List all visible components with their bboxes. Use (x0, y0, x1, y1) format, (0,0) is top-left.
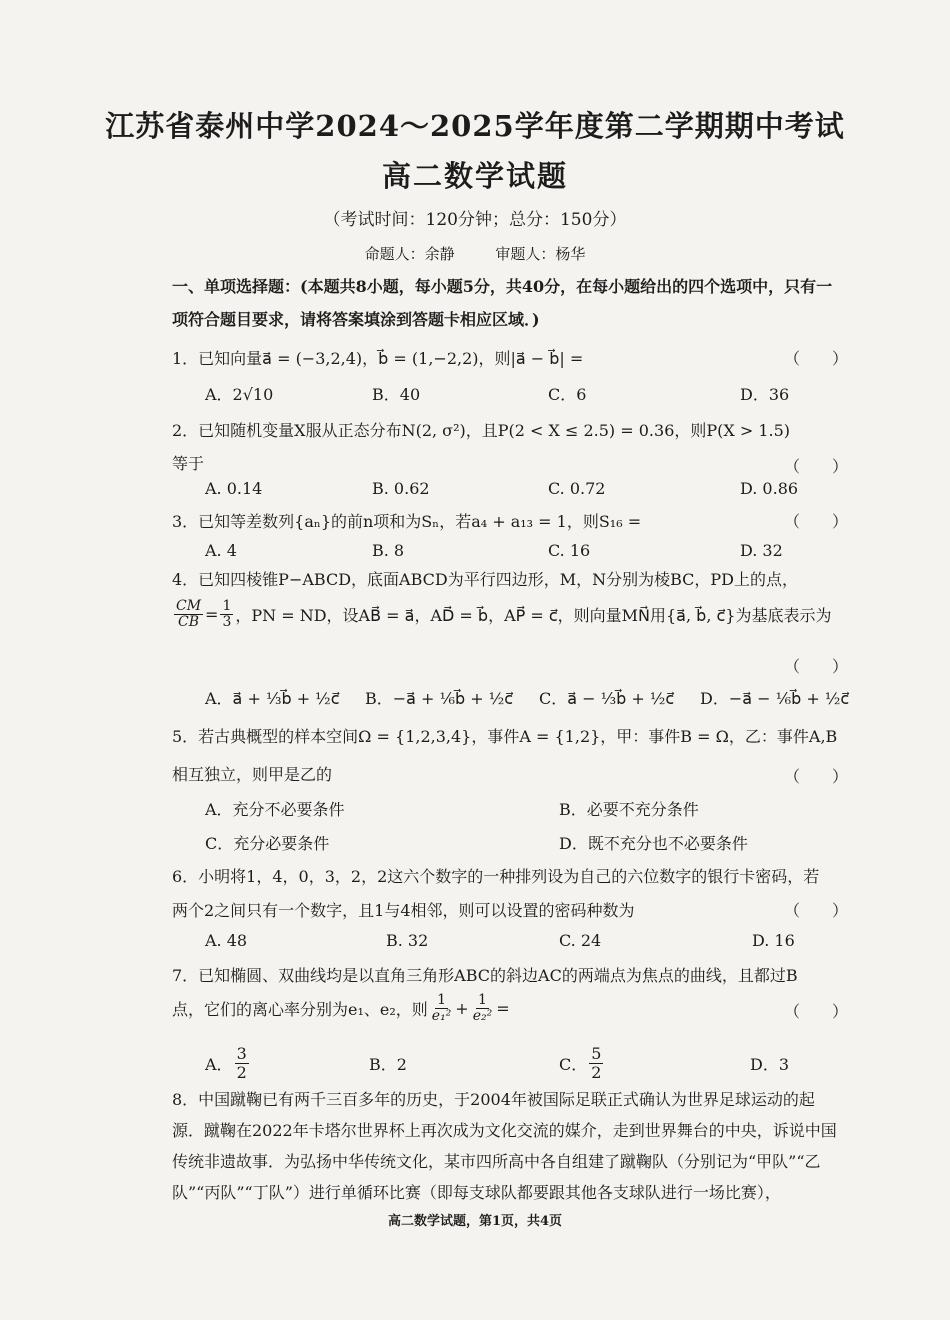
q4-option-c: C．a⃗ − ⅓b⃗ + ½c⃗ (539, 689, 675, 708)
q2-option-a: A. 0.14 (205, 479, 263, 498)
question-7-cont: 点，它们的离心率分别为e₁、e₂，则 $\frac{1}{\text{e₁²}}$ + $\frac{1}{\text{e₂²}}$ = (172, 992, 510, 1024)
question-6: 6．小明将1，4，0，3，2，2这六个数字的一种排列设为自己的六位数字的银行卡密码，若 (172, 867, 820, 886)
q6-option-a: A. 48 (205, 931, 248, 950)
q6-option-d: D. 16 (752, 931, 795, 950)
q1-option-d: D．36 (740, 385, 790, 404)
question-1: 1．已知向量a⃗ = (−3,2,4)，b⃗ = (1,−2,2)，则|a⃗ − b⃗| = (172, 349, 584, 368)
question-2: 2．已知随机变量X服从正态分布N(2, σ²)，且P(2 < X ≤ 2.5) = 0.36，则P(X > 1.5) (172, 421, 791, 440)
q2-option-c: C. 0.72 (548, 479, 606, 498)
answer-paren: （ ） (784, 901, 849, 920)
question-5: 5．若古典概型的样本空间Ω = {1,2,3,4}，事件A = {1,2}，甲：事件B = Ω，乙：事件A,B (172, 727, 838, 746)
question-5-cont: 相互独立，则甲是乙的 (172, 765, 333, 784)
q7-option-b: B．2 (369, 1055, 407, 1074)
question-6-cont: 两个2之间只有一个数字，且1与4相邻，则可以设置的密码种数为 (172, 901, 635, 920)
q4-option-a: A．a⃗ + ⅓b⃗ + ½c⃗ (205, 689, 340, 708)
question-8: 8．中国蹴鞠已有两千三百多年的历史，于2004年被国际足联正式确认为世界足球运动的起源．蹴鞠在2022年卡塔尔世界杯上再次成为文化交流的媒介，走到世界舞台的中央，诉说中国传统非遗故事．为弘扬中华传统文化，某市四所高中各自组建了蹴鞠队（分别记为“甲队”“乙队”“丙队”“丁队”）进行单循环比赛（即每支球队都要跟其他各支球队进行一场比赛）， (172, 1090, 837, 1202)
reviewer: 审题人：杨华 (495, 245, 586, 263)
q4-option-d: D．−a⃗ − ⅙b⃗ + ½c⃗ (700, 689, 850, 708)
q5-option-a: A．充分不必要条件 (205, 800, 345, 819)
q5-option-b: B．必要不充分条件 (559, 800, 699, 819)
q6-option-b: B. 32 (386, 931, 429, 950)
fraction-e1: $\frac{1}{\text{e₁²}}$ (431, 992, 452, 1024)
q3-option-d: D. 32 (740, 541, 783, 560)
exam-title: 江苏省泰州中学2024～2025学年度第二学期期中考试 (105, 109, 845, 143)
q4-option-b: B．−a⃗ + ⅙b⃗ + ½c⃗ (365, 689, 514, 708)
fraction-e2: $\frac{1}{\text{e₂²}}$ (472, 992, 493, 1024)
answer-paren: （ ） (784, 1002, 849, 1021)
page-footer: 高二数学试题，第1页，共4页 (387, 1214, 563, 1229)
question-4-cont: $\frac{CM}{CB}$ = $\frac{1}{3}$ ，PN = ND，设AB⃗ = a⃗，AD⃗ = b⃗，AP⃗ = c⃗，则向量MN⃗用{a⃗, b⃗, c⃗}为基底表示为 (176, 598, 832, 630)
answer-paren: （ ） (784, 457, 849, 476)
fraction-one-third: $\frac{1}{3}$ (222, 598, 232, 630)
q7-option-c: C． $\frac{5}{2}$ (559, 1044, 602, 1082)
question-7: 7．已知椭圆、双曲线均是以直角三角形ABC的斜边AC的两端点为焦点的曲线，且都过B (172, 966, 798, 985)
q1-option-b: B．40 (372, 385, 421, 404)
answer-paren: （ ） (784, 657, 849, 676)
q7-option-a: A． $\frac{3}{2}$ (205, 1044, 247, 1082)
q1-option-c: C．6 (548, 385, 587, 404)
answer-paren: （ ） (784, 512, 849, 531)
authors (0, 243, 950, 264)
answer-paren: （ ） (784, 349, 849, 368)
q5-option-d: D．既不充分也不必要条件 (559, 834, 748, 853)
fraction-cm-cb: $\frac{CM}{CB}$ (176, 598, 202, 630)
q6-option-c: C. 24 (559, 931, 602, 950)
answer-paren: （ ） (784, 767, 849, 786)
q3-option-a: A. 4 (205, 541, 237, 560)
author: 命题人：余静 (364, 245, 455, 263)
q7-option-d: D．3 (750, 1055, 790, 1074)
q5-option-c: C．充分必要条件 (205, 834, 330, 853)
q3-option-c: C. 16 (548, 541, 591, 560)
exam-subject-title: 高二数学试题 (381, 159, 568, 193)
q3-option-b: B. 8 (372, 541, 405, 560)
question-3: 3．已知等差数列{aₙ}的前n项和为Sₙ，若a₄ + a₁₃ = 1，则S₁₆ = (172, 512, 642, 531)
q2-option-b: B. 0.62 (372, 479, 430, 498)
q2-option-d: D. 0.86 (740, 479, 799, 498)
exam-time-score: （考试时间：120分钟；总分：150分） (323, 210, 627, 230)
q1-option-a: A．2√10 (205, 385, 274, 404)
question-2-cont: 等于 (172, 454, 205, 473)
section-heading: 一、单项选择题：(本题共8小题，每小题5分，共40分，在每小题给出的四个选项中，只有一项符合题目要求，请将答案填涂到答题卡相应区域．) (172, 277, 833, 329)
question-4: 4．已知四棱锥P−ABCD，底面ABCD为平行四边形，M，N分别为棱BC，PD上的点， (172, 570, 798, 589)
